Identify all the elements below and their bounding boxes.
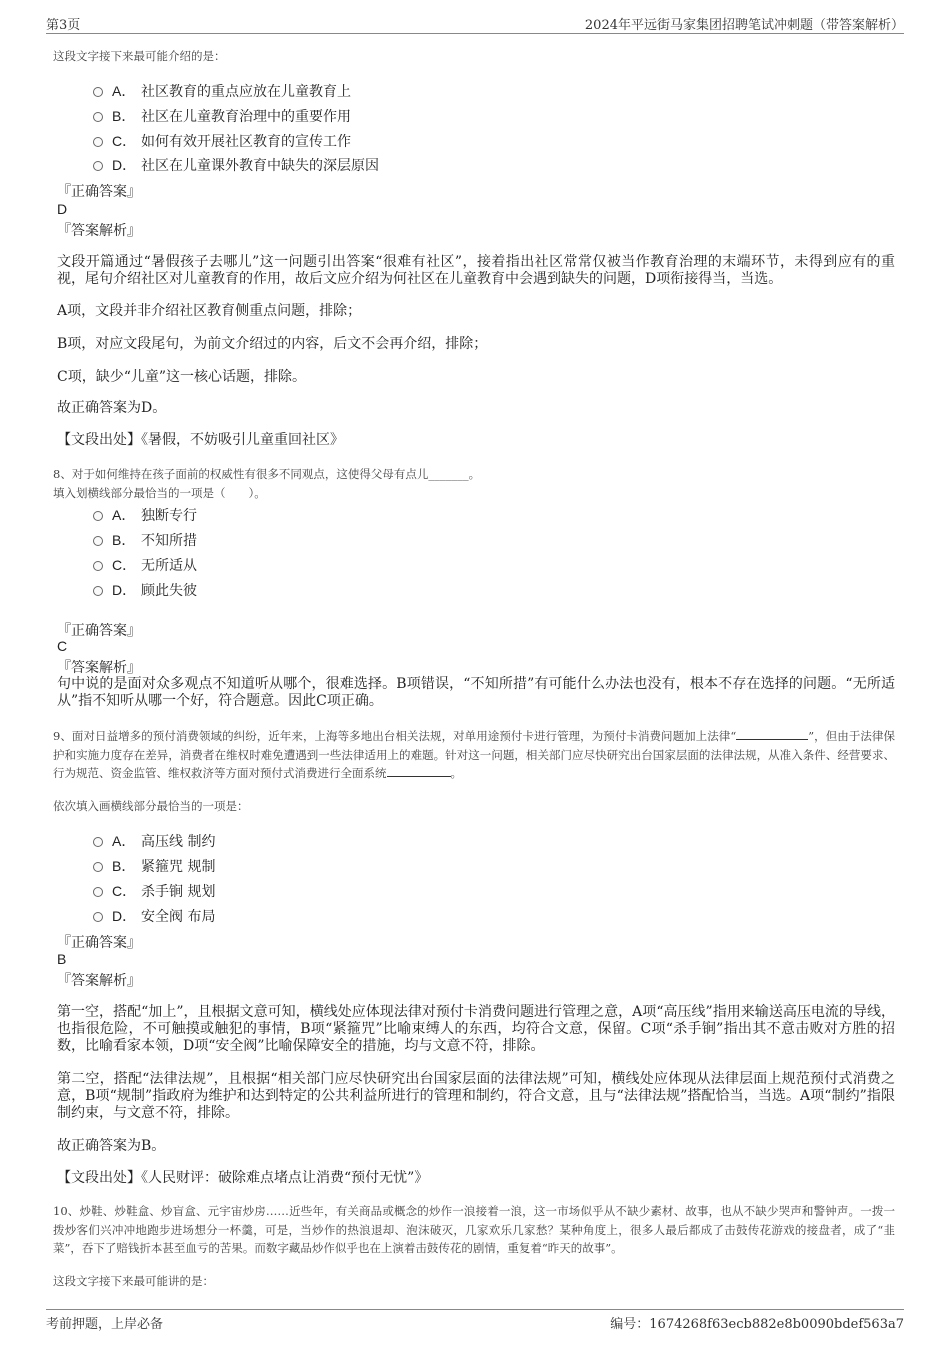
analysis-label: 『答案解析』 [57,223,141,239]
option-letter: A． [112,83,136,99]
option-letter: B． [112,532,136,548]
fill-blank [736,729,808,740]
option-text: 不知所措 [141,533,197,549]
option-text: 紧箍咒 规制 [141,859,216,875]
question-stem: 8、对于如何维持在孩子面前的权威性有很多不同观点，这使得父母有点儿_______。 [53,467,481,481]
option-text: 高压线 制约 [141,834,216,850]
question-prompt: 依次填入画横线部分最恰当的一项是： [53,799,249,813]
analysis-paragraph: B项，对应文段尾句，为前文介绍过的内容，后文不会再介绍，排除； [57,336,488,352]
answer-value: B [57,951,67,967]
radio-icon[interactable] [93,87,103,97]
answer-label: 『正确答案』 [57,935,141,951]
analysis-conclusion: 故正确答案为D。 [57,400,167,416]
source-citation: 【文段出处】《暑假，不妨吸引儿童重回社区》 [57,432,344,448]
document-id: 编号：1674268f63ecb882e8b0090bdef563a7 [610,1317,904,1332]
option-letter: B． [112,108,136,124]
radio-icon[interactable] [93,137,103,147]
question-prompt: 这段文字接下来最可能讲的是： [53,1274,214,1288]
analysis-paragraph: C项，缺少“儿童”这一核心话题，排除。 [57,369,307,385]
answer-value: D [57,201,68,217]
analysis-label: 『答案解析』 [57,660,141,676]
option-text: 如何有效开展社区教育的宣传工作 [141,134,351,150]
radio-icon[interactable] [93,887,103,897]
radio-icon[interactable] [93,161,103,171]
question-stem: 10、炒鞋、炒鞋盒、炒盲盒、元宇宙炒房……近些年，有关商品或概念的炒作一浪接着一浪，这一市场似乎从不缺少素材、故事，也从不缺少哭声和警钟声。一拨一拨炒客们兴冲冲地跑步进场想分一杯羹，可是，当炒作的热浪退却、泡沫破灭，几家欢乐几家愁？某种角度上，很多人最后都成了击鼓传花游戏的接盘者，成了“韭菜”，吞下了赔钱折本甚至血亏的苦果。而数字藏品炒作似乎也在上演着击鼓传花的剧情，重复着“昨天的故事”。 [53,1204,895,1255]
radio-icon[interactable] [93,912,103,922]
option-letter: D． [112,582,137,598]
header-divider [46,33,904,34]
option-letter: A． [112,507,136,523]
analysis-paragraph: 句中说的是面对众多观点不知道听从哪个，很难选择。B项错误，“不知所措”有可能什么办法也没有，根本不存在选择的问题。“无所适从”指不知听从哪一个好，符合题意。因此C项正确。 [57,676,895,709]
analysis-paragraph: 文段开篇通过“暑假孩子去哪儿”这一问题引出答案“很难有社区”，接着指出社区常常仅被当作教育治理的末端环节，未得到应有的重视，尾句介绍社区对儿童教育的作用，故后文应介绍为何社区在儿童教育中会遇到缺失的问题，D项衔接得当，当选。 [57,254,895,287]
option-letter: C． [112,133,137,149]
option-text: 杀手锏 规划 [141,884,216,900]
option-letter: C． [112,557,137,573]
question-stem [53,727,895,783]
radio-icon[interactable] [93,112,103,122]
answer-label: 『正确答案』 [57,623,141,639]
option-text: 无所适从 [141,558,197,574]
radio-icon[interactable] [93,837,103,847]
analysis-paragraph: 第二空，搭配“法律法规”，且根据“相关部门应尽快研究出台国家层面的法律法规”可知，横线处应体现从法律层面上规范预付式消费之意，B项“规制”指政府为维护和达到特定的公共利益所进行的管理和制约，符合文意，且与“法律法规”搭配恰当，当选。A项“制约”指限制约束，与文意不符，排除。 [57,1071,895,1121]
option-text: 社区教育的重点应放在儿童教育上 [141,84,351,100]
analysis-paragraph: A项，文段并非介绍社区教育侧重点问题，排除； [57,303,362,319]
answer-label: 『正确答案』 [57,184,141,200]
radio-icon[interactable] [93,586,103,596]
fill-blank [387,766,451,777]
option-letter: B． [112,858,136,874]
question-prompt: 填入划横线部分最恰当的一项是（ ）。 [53,486,266,500]
radio-icon[interactable] [93,862,103,872]
stem-part: ”，但由于法律保护和实施力度存在差异，消费者在维权时难免遭遇到一些法律适用上的难题。针对这一问题，相关部门应尽快研究出台国家层面的法律法规，从准入条件、经营要求、行为规范、资金监管、维权救济等方面对预付式消费进行全面系统 [53,729,895,780]
footer-slogan: 考前押题，上岸必备 [46,1317,164,1332]
analysis-conclusion: 故正确答案为B。 [57,1138,166,1154]
option-text: 社区在儿童课外教育中缺失的深层原因 [141,158,379,174]
option-letter: D． [112,157,137,173]
option-text: 顾此失彼 [141,583,197,599]
option-letter: C． [112,883,137,899]
page-number: 第3页 [46,18,81,33]
analysis-label: 『答案解析』 [57,973,141,989]
analysis-paragraph: 第一空，搭配“加上”，且根据文意可知，横线处应体现法律对预付卡消费问题进行管理之意，A项“高压线”指用来输送高压电流的导线，也指很危险，不可触摸或触犯的事情，B项“紧箍咒”比喻束缚人的东西，均符合文意，保留。C项“杀手锏”指出其不意击败对方胜的招数，比喻看家本领，D项“安全阀”比喻保障安全的措施，均与文意不符，排除。 [57,1004,895,1054]
stem-part: 。 [450,766,462,780]
stem-part: 9、面对日益增多的预付消费领域的纠纷，近年来，上海等多地出台相关法规，对单用途预付卡进行管理，为预付卡消费问题加上法律“ [53,729,737,743]
radio-icon[interactable] [93,561,103,571]
source-citation: 【文段出处】《人民财评：破除难点堵点让消费“预付无忧”》 [57,1170,429,1186]
page-header [46,14,904,32]
radio-icon[interactable] [93,536,103,546]
option-letter: D． [112,908,137,924]
document-title: 2024年平远街马家集团招聘笔试冲刺题（带答案解析） [584,18,904,33]
answer-value: C [57,638,68,654]
option-text: 安全阀 布局 [141,909,216,925]
footer-divider [46,1309,904,1310]
question-prompt: 这段文字接下来最可能介绍的是： [53,49,226,63]
option-letter: A． [112,833,136,849]
option-text: 独断专行 [141,508,197,524]
radio-icon[interactable] [93,511,103,521]
option-text: 社区在儿童教育治理中的重要作用 [141,109,351,125]
